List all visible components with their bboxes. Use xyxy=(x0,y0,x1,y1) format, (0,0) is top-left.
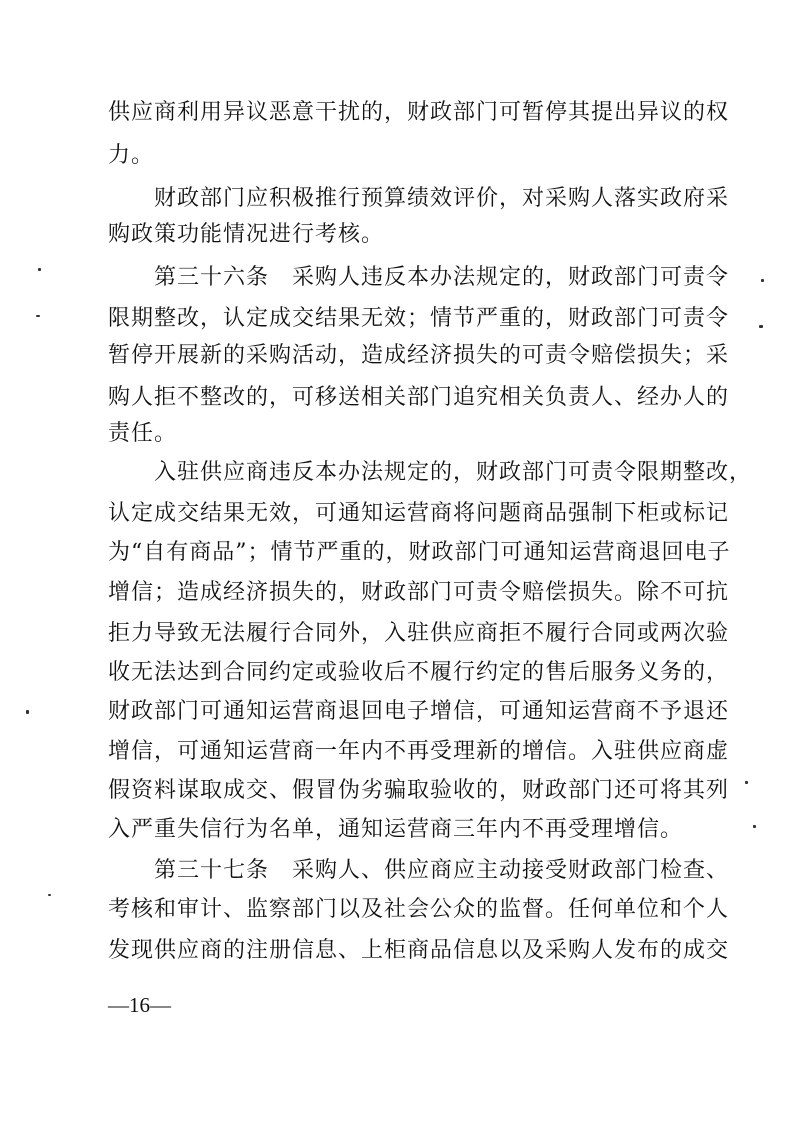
text-line: 发现供应商的注册信息、上柜商品信息以及采购人发布的成交 xyxy=(108,938,730,963)
text-line: 财政部门可通知运营商退回电子增信，可通知运营商不予退还 xyxy=(108,699,730,724)
text-line: 增信，可通知运营商一年内不再受理新的增信。入驻供应商虚 xyxy=(108,739,730,764)
text-line: 暂停开展新的采购活动，造成经济损失的可责令赔偿损失；采 xyxy=(108,343,730,368)
page-number: —16— xyxy=(108,993,171,1017)
text-line: 第三十六条 采购人违反本办法规定的，财政部门可责令 xyxy=(108,265,730,290)
text-line: 入严重失信行为名单，通知运营商三年内不再受理增信。 xyxy=(108,817,684,842)
scan-speck xyxy=(761,279,764,282)
scan-speck xyxy=(759,325,763,328)
text-line: 为“自有商品”；情节严重的，财政部门可通知运营商退回电子 xyxy=(108,540,731,565)
text-line: 购政策功能情况进行考核。 xyxy=(108,222,385,247)
scan-speck xyxy=(48,894,51,896)
text-line: 收无法达到合同约定或验收后不履行约定的售后服务义务的， xyxy=(108,660,730,685)
text-line: 力。 xyxy=(108,143,155,168)
scan-speck xyxy=(38,268,41,271)
scan-speck xyxy=(745,781,748,784)
scan-speck xyxy=(26,710,29,714)
scan-speck xyxy=(36,315,40,317)
text-line: 假资料谋取成交、假冒伪劣骗取验收的，财政部门还可将其列 xyxy=(108,778,730,803)
text-line: 入驻供应商违反本办法规定的，财政部门可责令限期整改， xyxy=(108,460,753,485)
text-line: 第三十七条 采购人、供应商应主动接受财政部门检查、 xyxy=(108,858,730,883)
text-line: 拒力导致无法履行合同外，入驻供应商拒不履行合同或两次验 xyxy=(108,621,730,646)
text-line: 财政部门应积极推行预算绩效评价，对采购人落实政府采 xyxy=(108,186,730,211)
text-line: 购人拒不整改的，可移送相关部门追究相关负责人、经办人的 xyxy=(108,385,730,410)
text-line: 考核和审计、监察部门以及社会公众的监督。任何单位和个人 xyxy=(108,897,730,922)
text-line: 责任。 xyxy=(108,421,178,446)
text-line: 供应商利用异议恶意干扰的，财政部门可暂停其提出异议的权 xyxy=(108,100,730,125)
text-line: 认定成交结果无效，可通知运营商将问题商品强制下柜或标记 xyxy=(108,501,730,526)
text-line: 增信；造成经济损失的，财政部门可责令赔偿损失。除不可抗 xyxy=(108,580,730,605)
scan-speck xyxy=(753,825,756,828)
text-line: 限期整改，认定成交结果无效；情节严重的，财政部门可责令 xyxy=(108,306,730,331)
